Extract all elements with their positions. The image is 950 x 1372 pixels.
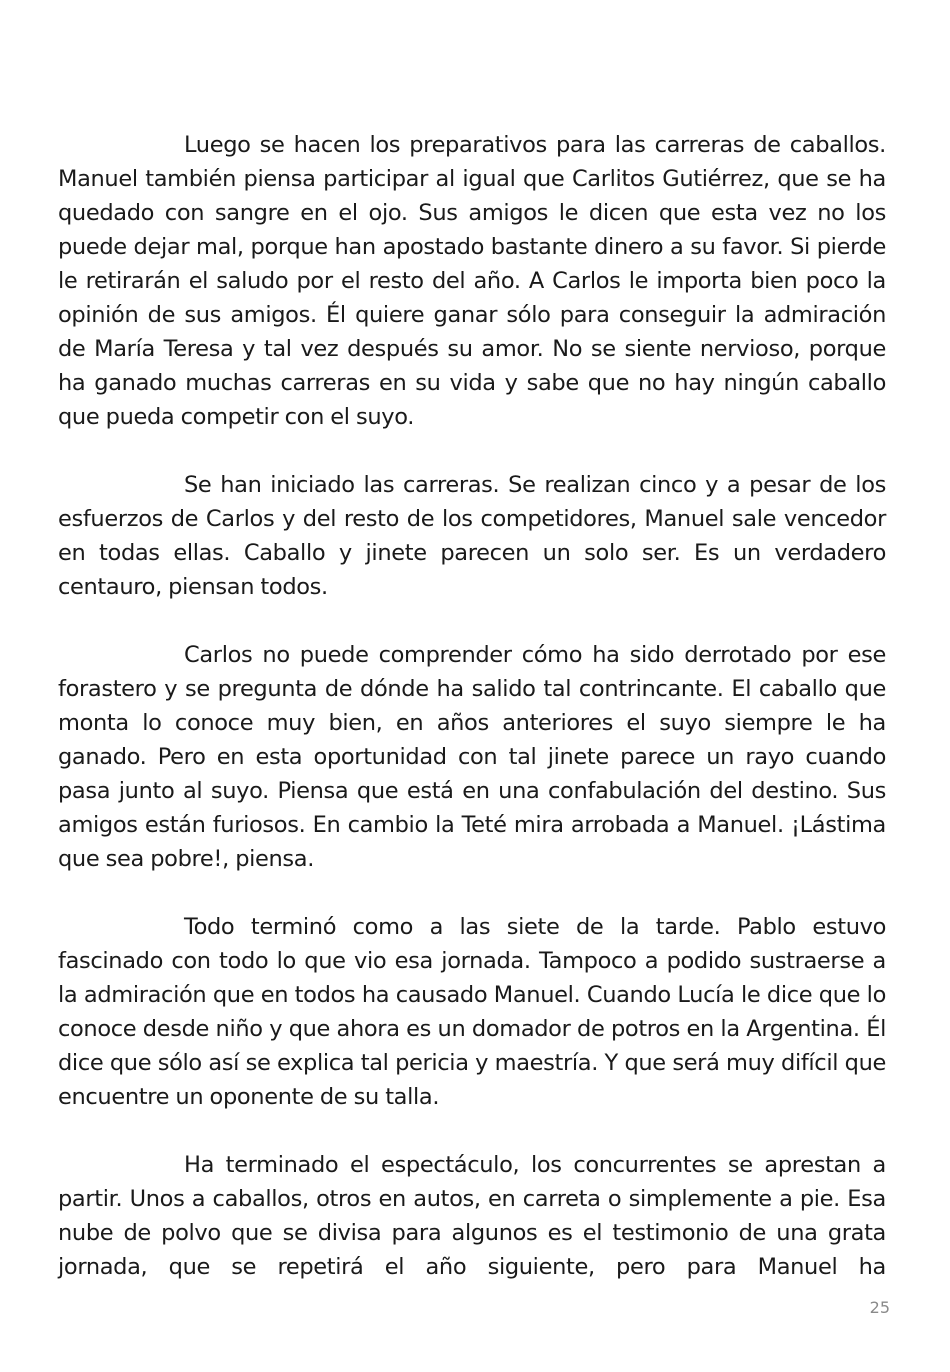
paragraph-1: Luego se hacen los preparativos para las carreras de caballos. Manuel también piensa participar al igual que Carlitos Gutiérrez, que se ha quedado con sangre en el ojo. Sus amigos le dicen que esta vez no los puede dejar mal, porque han apostado bastante dinero a su favor. Si pierde le retirarán el saludo por el resto del año. A Carlos le importa bien poco la opinión de sus amigos. Él quiere ganar sólo para conseguir la admiración de María Teresa y tal vez después su amor. No se siente nervioso, porque ha ganado muchas carreras en su vida y sabe que no hay ningún caballo que pueda competir con el suyo. (58, 132, 886, 430)
paragraph-4: Todo terminó como a las siete de la tarde. Pablo estuvo fascinado con todo lo que vio esa jornada. Tampoco a podido sustraerse a la admiración que en todos ha causado Manuel. Cuando Lucía le dice que lo conoce desde niño y que ahora es un domador de potros en la Argentina. Él dice que sólo así se explica tal pericia y maestría. Y que será muy difícil que encuentre un oponente de su talla. (58, 914, 886, 1110)
page-body-text (58, 128, 886, 1284)
page-number: 25 (869, 1298, 890, 1317)
paragraph-3: Carlos no puede comprender cómo ha sido derrotado por ese forastero y se pregunta de dónde ha salido tal contrincante. El caballo que monta lo conoce muy bien, en años anteriores el suyo siempre le ha ganado. Pero en esta oportunidad con tal jinete parece un rayo cuando pasa junto al suyo. Piensa que está en una confabulación del destino. Sus amigos están furiosos. En cambio la Teté mira arrobada a Manuel. ¡Lástima que sea pobre!, piensa. (58, 642, 886, 872)
paragraph-2: Se han iniciado las carreras. Se realizan cinco y a pesar de los esfuerzos de Carlos y del resto de los competidores, Manuel sale vencedor en todas ellas. Caballo y jinete parecen un solo ser. Es un verdadero centauro, piensan todos. (58, 472, 886, 600)
paragraph-5: Ha terminado el espectáculo, los concurrentes se aprestan a partir. Unos a caballos, otros en autos, en carreta o simplemente a pie. Esa nube de polvo que se divisa para algunos es el testimonio de una grata jornada, que se repetirá el año siguiente, pero para Manuel ha (58, 1152, 886, 1280)
